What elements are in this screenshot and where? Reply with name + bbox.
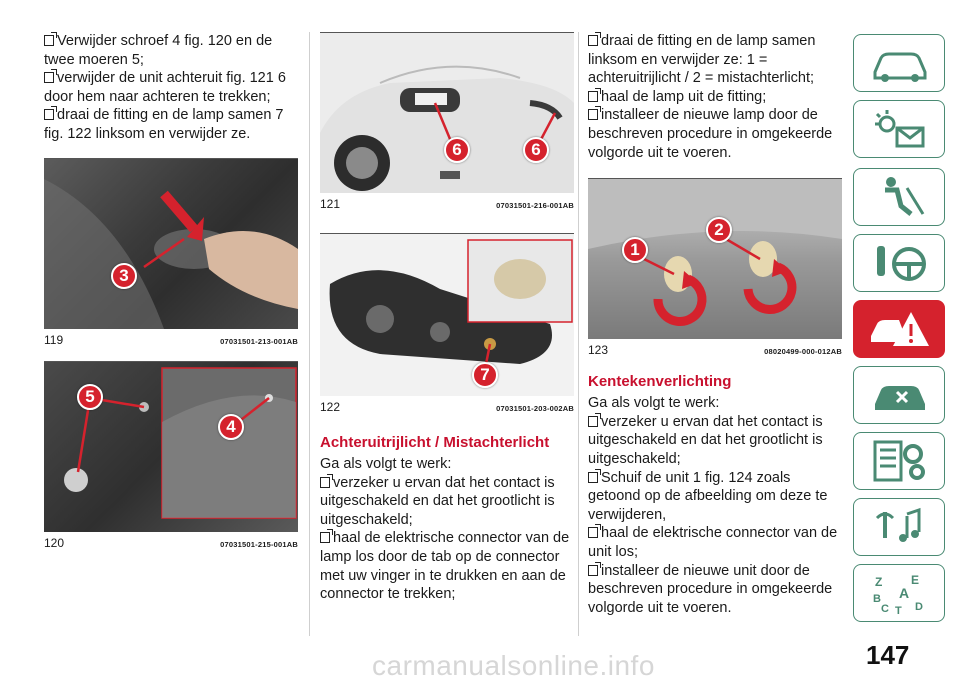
section-heading: Achteruitrijlicht / Mistachterlicht xyxy=(320,434,550,451)
tab-safety[interactable] xyxy=(853,168,945,226)
figure-number: 119 xyxy=(44,332,64,347)
column-divider xyxy=(309,32,310,636)
svg-text:C: C xyxy=(881,603,889,615)
figure-code: 07031501-216-001AB xyxy=(496,201,574,210)
tab-emergency[interactable] xyxy=(853,300,945,358)
tab-starting-driving[interactable] xyxy=(853,234,945,292)
key-steering-icon xyxy=(867,240,931,286)
figure-code: 07031501-213-001AB xyxy=(220,336,298,346)
instruction-item: Verwijder schroef 4 fig. 120 en de twee moeren 5; xyxy=(44,33,273,68)
tab-technical-data[interactable] xyxy=(853,432,945,490)
instruction-item: haal de lamp uit de fitting; xyxy=(588,88,842,107)
figure-code: 07031501-215-001AB xyxy=(220,539,298,549)
instruction-item: installeer de nieuwe lamp door de beschreven procedure in omgekeerde volgorde uit te voeren. xyxy=(588,107,833,161)
figure-119-photo xyxy=(44,159,298,329)
figure-122-photo xyxy=(320,234,574,396)
instruction-item: haal de elektrische connector van de lamp los door de tab op de connector met uw vinger in te drukken en aan de connector te trekken; xyxy=(320,530,570,603)
figure-120 xyxy=(44,361,298,550)
figure-caption xyxy=(44,532,298,550)
figure-number: 121 xyxy=(320,197,341,211)
column-divider xyxy=(578,32,579,636)
checkbox-bullet-icon xyxy=(588,472,598,483)
checkbox-bullet-icon xyxy=(320,477,330,488)
tab-dashboard[interactable] xyxy=(853,34,945,92)
svg-text:Z: Z xyxy=(875,575,883,589)
tab-multimedia[interactable] xyxy=(853,498,945,556)
callout-6: 6 xyxy=(523,137,549,163)
instruction-item: verzeker u ervan dat het contact is uitgeschakeld en dat het grootlicht is uitgeschakeld; xyxy=(320,474,555,528)
emergency-car-icon xyxy=(867,306,931,352)
figure-122 xyxy=(320,233,574,414)
alphabetical-index-icon xyxy=(867,570,931,616)
instruction-item: haal de elektrische connector van de unit los; xyxy=(588,525,838,560)
figure-121 xyxy=(320,32,574,211)
callout-7: 7 xyxy=(472,362,498,388)
checkbox-bullet-icon xyxy=(588,565,598,576)
svg-text:A: A xyxy=(899,585,910,601)
svg-text:T: T xyxy=(895,605,902,616)
column-1 xyxy=(44,32,298,550)
technical-data-icon xyxy=(867,438,931,484)
column-3 xyxy=(588,32,842,617)
figure-119 xyxy=(44,158,298,347)
column-2 xyxy=(320,32,574,604)
instruction-item: verwijder de unit achteruit fig. 121 6 door hem naar achteren te trekken; xyxy=(44,70,286,105)
checkbox-bullet-icon xyxy=(588,35,598,46)
section-heading: Kentekenverlichting xyxy=(588,373,732,391)
figure-caption xyxy=(588,339,842,357)
checkbox-bullet-icon xyxy=(44,35,54,46)
figure-caption xyxy=(320,396,574,414)
checkbox-bullet-icon xyxy=(44,72,54,83)
figure-123 xyxy=(588,178,842,357)
checkbox-bullet-icon xyxy=(588,527,598,538)
figure-number: 120 xyxy=(44,535,65,550)
car-dashboard-icon xyxy=(867,40,931,86)
checkbox-bullet-icon xyxy=(320,532,330,543)
callout-5: 5 xyxy=(77,384,103,410)
figure-120-photo xyxy=(44,362,298,532)
checkbox-bullet-icon xyxy=(588,109,598,120)
car-maintenance-icon xyxy=(867,372,931,418)
checkbox-bullet-icon xyxy=(588,91,598,102)
section-intro: Ga als volgt te werk: xyxy=(588,395,720,412)
figure-code: 07031501-203-002AB xyxy=(496,404,574,413)
figure-number: 123 xyxy=(588,343,609,358)
checkbox-bullet-icon xyxy=(44,109,54,120)
figure-code: 08020499-000-012AB xyxy=(764,347,842,357)
watermark: carmanualsonline.info xyxy=(372,650,655,678)
multimedia-icon xyxy=(867,504,931,550)
figure-caption xyxy=(320,193,574,211)
figure-123-photo xyxy=(588,179,842,339)
svg-text:B: B xyxy=(873,593,881,605)
figure-119-illustration xyxy=(44,159,298,329)
instruction-item: verzeker u ervan dat het contact is uitgeschakeld en dat het grootlicht is uitgeschakeld; xyxy=(588,413,823,467)
callout-6: 6 xyxy=(444,137,470,163)
tab-maintenance[interactable] xyxy=(853,366,945,424)
svg-text:D: D xyxy=(915,601,923,613)
figure-number: 122 xyxy=(320,400,341,414)
checkbox-bullet-icon xyxy=(588,416,598,427)
callout-3: 3 xyxy=(111,263,137,289)
instruction-item: draai de fitting en de lamp samen 7 fig. 122 linksom en verwijder ze. xyxy=(44,107,284,142)
figure-121-photo xyxy=(320,33,574,193)
figure-caption xyxy=(44,329,298,347)
callout-1: 1 xyxy=(622,237,648,263)
warning-lights-icon xyxy=(867,106,931,152)
seat-safety-icon xyxy=(867,174,931,220)
instruction-item: draai de fitting en de lamp samen linksom en verwijder ze: 1 = achteruitrijlicht / 2 = mistachterlicht; xyxy=(588,33,816,87)
tab-warning-lights[interactable] xyxy=(853,100,945,158)
svg-text:E: E xyxy=(911,573,920,587)
callout-4: 4 xyxy=(218,414,244,440)
tab-index[interactable] xyxy=(853,564,945,622)
callout-2: 2 xyxy=(706,217,732,243)
instruction-item: installeer de nieuwe unit door de beschreven procedure in omgekeerde volgorde uit te voeren. xyxy=(588,562,833,616)
section-intro: Ga als volgt te werk: xyxy=(320,456,452,472)
instruction-item: Schuif de unit 1 fig. 124 zoals getoond op de afbeelding om deze te verwijderen, xyxy=(588,469,828,523)
page-number: 147 xyxy=(866,640,910,670)
